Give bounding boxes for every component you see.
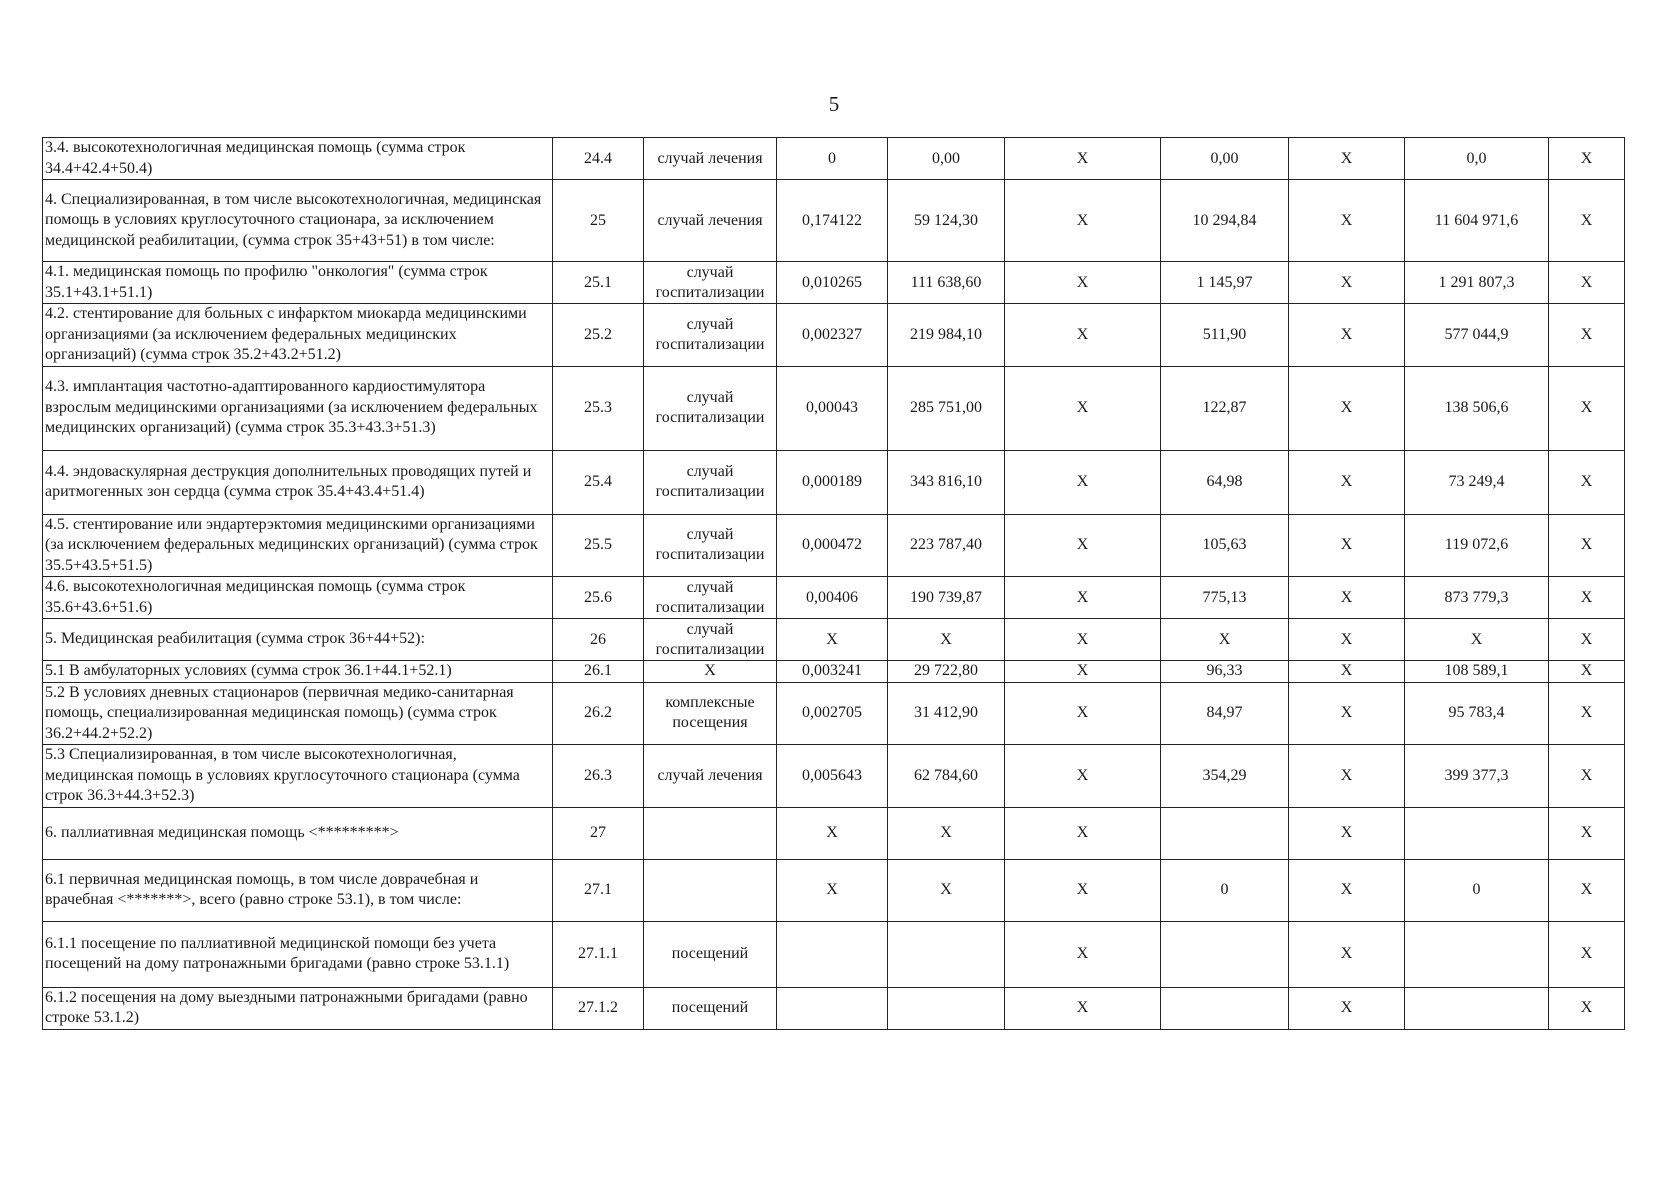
total-cell: 138 506,6 [1405,366,1549,450]
x-mark-cell: Х [1549,366,1625,450]
total-cell: 577 044,9 [1405,304,1549,367]
x-mark-cell: Х [1005,366,1161,450]
page-number: 5 [828,92,840,116]
per-capita-cell: 511,90 [1161,304,1289,367]
per-capita-cell [1161,987,1289,1029]
x-mark-cell: Х [1005,661,1161,683]
row-name-cell: 4.2. стентирование для больных с инфарктом миокарда медицинскими организациями (за исключением федеральных медицинских организаций) (сумма строк 35.2+43.2+51.2) [43,304,553,367]
x-mark-cell: Х [1549,262,1625,304]
table-row [43,619,1625,661]
cost-cell [888,987,1005,1029]
x-mark-cell: Х [1289,921,1405,987]
x-mark-cell: Х [1289,619,1405,661]
x-mark-cell: Х [1005,859,1161,921]
row-name-cell: 4. Специализированная, в том числе высокотехнологичная, медицинская помощь в условиях круглосуточного стационара, за исключением медицинской реабилитации, (сумма строк 35+43+51) в том числе: [43,180,553,262]
row-name-cell: 4.3. имплантация частотно-адаптированного кардиостимулятора взрослым медицинскими организациями (за исключением федеральных медицинских организаций) (сумма строк 35.3+43.3+51.3) [43,366,553,450]
cost-cell: 223 787,40 [888,514,1005,577]
financing-table [42,137,1625,1030]
norm-cell: 0,000189 [777,450,888,514]
norm-cell: Х [777,807,888,859]
table-row [43,180,1625,262]
unit-cell: случай госпитализации [644,619,777,661]
table-row [43,450,1625,514]
per-capita-cell [1161,807,1289,859]
row-code-cell: 26.3 [553,745,644,808]
total-cell: 108 589,1 [1405,661,1549,683]
total-cell: 0,0 [1405,138,1549,180]
x-mark-cell: Х [1005,514,1161,577]
norm-cell: 0,002327 [777,304,888,367]
unit-cell: случай госпитализации [644,450,777,514]
unit-cell: случай госпитализации [644,514,777,577]
row-name-cell: 4.4. эндоваскулярная деструкция дополнительных проводящих путей и аритмогенных зон сердца (сумма строк 35.4+43.4+51.4) [43,450,553,514]
row-code-cell: 27 [553,807,644,859]
row-name-cell: 6.1.2 посещения на дому выездными патронажными бригадами (равно строке 53.1.2) [43,987,553,1029]
row-name-cell: 6.1 первичная медицинская помощь, в том числе доврачебная и врачебная <*******>, всего (равно строке 53.1), в том числе: [43,859,553,921]
x-mark-cell: Х [1289,577,1405,619]
per-capita-cell: 64,98 [1161,450,1289,514]
cost-cell: 31 412,90 [888,682,1005,745]
total-cell [1405,807,1549,859]
per-capita-cell: 354,29 [1161,745,1289,808]
row-name-cell: 6.1.1 посещение по паллиативной медицинской помощи без учета посещений на дому патронажными бригадами (равно строке 53.1.1) [43,921,553,987]
table-body [43,138,1625,1030]
x-mark-cell: Х [1005,987,1161,1029]
cost-cell: Х [888,859,1005,921]
unit-cell: посещений [644,987,777,1029]
per-capita-cell: 84,97 [1161,682,1289,745]
cost-cell: Х [888,619,1005,661]
norm-cell: 0,174122 [777,180,888,262]
x-mark-cell: Х [1549,619,1625,661]
norm-cell: 0,000472 [777,514,888,577]
x-mark-cell: Х [1549,138,1625,180]
total-cell [1405,921,1549,987]
table-row [43,921,1625,987]
x-mark-cell: Х [1289,661,1405,683]
norm-cell: 0,005643 [777,745,888,808]
x-mark-cell: Х [1549,304,1625,367]
x-mark-cell: Х [1549,180,1625,262]
unit-cell: случай лечения [644,180,777,262]
row-code-cell: 25.5 [553,514,644,577]
total-cell: Х [1405,619,1549,661]
x-mark-cell: Х [1289,682,1405,745]
per-capita-cell: 1 145,97 [1161,262,1289,304]
row-name-cell: 5.1 В амбулаторных условиях (сумма строк 36.1+44.1+52.1) [43,661,553,683]
x-mark-cell: Х [1289,262,1405,304]
x-mark-cell: Х [1549,745,1625,808]
table-row [43,745,1625,808]
per-capita-cell: 0 [1161,859,1289,921]
x-mark-cell: Х [1289,138,1405,180]
table-row [43,262,1625,304]
unit-cell [644,807,777,859]
x-mark-cell: Х [1005,577,1161,619]
row-code-cell: 26 [553,619,644,661]
norm-cell [777,921,888,987]
x-mark-cell: Х [1005,138,1161,180]
x-mark-cell: Х [1549,921,1625,987]
cost-cell: Х [888,807,1005,859]
unit-cell: Х [644,661,777,683]
norm-cell: 0,00043 [777,366,888,450]
row-code-cell: 26.1 [553,661,644,683]
cost-cell [888,921,1005,987]
per-capita-cell: 96,33 [1161,661,1289,683]
row-code-cell: 27.1.1 [553,921,644,987]
row-name-cell: 4.1. медицинская помощь по профилю "онкология" (сумма строк 35.1+43.1+51.1) [43,262,553,304]
x-mark-cell: Х [1005,745,1161,808]
row-code-cell: 24.4 [553,138,644,180]
row-name-cell: 5.2 В условиях дневных стационаров (первичная медико-санитарная помощь, специализированная медицинская помощь) (сумма строк 36.2+44.2+52.2) [43,682,553,745]
unit-cell: случай лечения [644,745,777,808]
per-capita-cell: 775,13 [1161,577,1289,619]
x-mark-cell: Х [1005,619,1161,661]
row-code-cell: 25.4 [553,450,644,514]
x-mark-cell: Х [1005,807,1161,859]
unit-cell: комплексные посещения [644,682,777,745]
norm-cell: 0,003241 [777,661,888,683]
x-mark-cell: Х [1549,859,1625,921]
total-cell: 873 779,3 [1405,577,1549,619]
unit-cell: случай госпитализации [644,262,777,304]
x-mark-cell: Х [1549,514,1625,577]
x-mark-cell: Х [1549,577,1625,619]
cost-cell: 343 816,10 [888,450,1005,514]
table-row [43,987,1625,1029]
unit-cell: случай госпитализации [644,366,777,450]
table-row [43,138,1625,180]
norm-cell: Х [777,619,888,661]
table-row [43,577,1625,619]
row-name-cell: 4.5. стентирование или эндартерэктомия медицинскими организациями (за исключением федеральных медицинских организаций) (сумма строк 35.5+43.5+51.5) [43,514,553,577]
table-row [43,859,1625,921]
per-capita-cell: 105,63 [1161,514,1289,577]
x-mark-cell: Х [1549,807,1625,859]
x-mark-cell: Х [1289,514,1405,577]
total-cell [1405,987,1549,1029]
norm-cell: 0,00406 [777,577,888,619]
cost-cell: 62 784,60 [888,745,1005,808]
x-mark-cell: Х [1289,807,1405,859]
row-code-cell: 25 [553,180,644,262]
norm-cell: 0,010265 [777,262,888,304]
x-mark-cell: Х [1549,450,1625,514]
x-mark-cell: Х [1289,745,1405,808]
x-mark-cell: Х [1289,366,1405,450]
per-capita-cell: 122,87 [1161,366,1289,450]
unit-cell: посещений [644,921,777,987]
row-code-cell: 25.3 [553,366,644,450]
row-code-cell: 25.2 [553,304,644,367]
total-cell: 0 [1405,859,1549,921]
x-mark-cell: Х [1289,859,1405,921]
row-code-cell: 27.1.2 [553,987,644,1029]
x-mark-cell: Х [1549,987,1625,1029]
total-cell: 399 377,3 [1405,745,1549,808]
row-code-cell: 26.2 [553,682,644,745]
row-name-cell: 6. паллиативная медицинская помощь <*********> [43,807,553,859]
x-mark-cell: Х [1549,661,1625,683]
x-mark-cell: Х [1289,180,1405,262]
row-code-cell: 25.6 [553,577,644,619]
x-mark-cell: Х [1005,180,1161,262]
x-mark-cell: Х [1289,987,1405,1029]
per-capita-cell: 10 294,84 [1161,180,1289,262]
unit-cell [644,859,777,921]
x-mark-cell: Х [1289,304,1405,367]
norm-cell [777,987,888,1029]
row-name-cell: 5. Медицинская реабилитация (сумма строк 36+44+52): [43,619,553,661]
total-cell: 11 604 971,6 [1405,180,1549,262]
norm-cell: Х [777,859,888,921]
unit-cell: случай госпитализации [644,577,777,619]
per-capita-cell: Х [1161,619,1289,661]
unit-cell: случай госпитализации [644,304,777,367]
row-code-cell: 25.1 [553,262,644,304]
row-name-cell: 4.6. высокотехнологичная медицинская помощь (сумма строк 35.6+43.6+51.6) [43,577,553,619]
x-mark-cell: Х [1005,304,1161,367]
cost-cell: 111 638,60 [888,262,1005,304]
cost-cell: 285 751,00 [888,366,1005,450]
table-row [43,514,1625,577]
x-mark-cell: Х [1005,921,1161,987]
unit-cell: случай лечения [644,138,777,180]
per-capita-cell: 0,00 [1161,138,1289,180]
x-mark-cell: Х [1289,450,1405,514]
x-mark-cell: Х [1005,682,1161,745]
cost-cell: 219 984,10 [888,304,1005,367]
x-mark-cell: Х [1005,450,1161,514]
table-row [43,366,1625,450]
norm-cell: 0,002705 [777,682,888,745]
cost-cell: 59 124,30 [888,180,1005,262]
norm-cell: 0 [777,138,888,180]
x-mark-cell: Х [1549,682,1625,745]
total-cell: 73 249,4 [1405,450,1549,514]
table-row [43,304,1625,367]
row-name-cell: 5.3 Специализированная, в том числе высокотехнологичная, медицинская помощь в условиях круглосуточного стационара (сумма строк 36.3+44.3+52.3) [43,745,553,808]
total-cell: 95 783,4 [1405,682,1549,745]
x-mark-cell: Х [1005,262,1161,304]
cost-cell: 29 722,80 [888,661,1005,683]
cost-cell: 190 739,87 [888,577,1005,619]
total-cell: 1 291 807,3 [1405,262,1549,304]
total-cell: 119 072,6 [1405,514,1549,577]
table-row [43,682,1625,745]
cost-cell: 0,00 [888,138,1005,180]
row-name-cell: 3.4. высокотехнологичная медицинская помощь (сумма строк 34.4+42.4+50.4) [43,138,553,180]
table-row [43,807,1625,859]
table-row [43,661,1625,683]
per-capita-cell [1161,921,1289,987]
row-code-cell: 27.1 [553,859,644,921]
